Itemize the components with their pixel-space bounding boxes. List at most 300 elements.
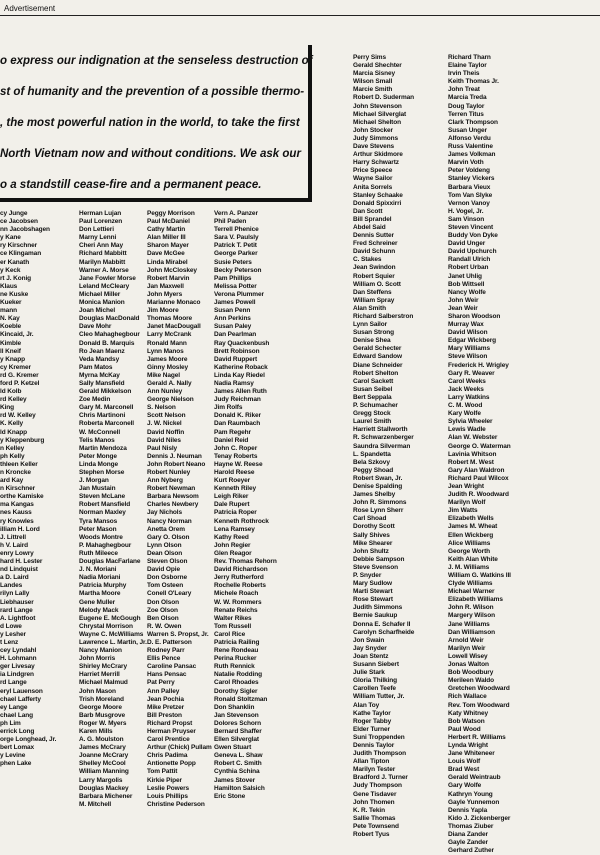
statement-border [0,45,312,202]
signer-name: David Niles [147,436,181,444]
signer-name: Brett Robinson [214,347,260,355]
signer-name: Alice Williams [448,539,491,547]
signer-name: Richard Mabbitt [79,250,127,258]
signer-name: Ann Palley [147,687,180,695]
signer-name: David Ruppert [214,355,258,363]
signer-name: Katherine Roback [214,363,268,371]
signer-name: N. Kay [0,315,20,323]
signer-name: Jim Watts [448,507,478,515]
signer-name: Nadia Moriani [79,574,121,582]
signer-name: C. M. Wood [448,402,483,410]
signer-name: Harriett Stallworth [353,426,408,434]
signer-name: Chris Padima [147,752,188,760]
signer-name: Bela Szkovy [353,458,390,466]
signer-name: P. Mahaghegbour [79,541,132,549]
signer-name: Edward Sandow [353,353,402,361]
signer-name: Fred Schreiner [353,240,398,248]
signer-name: ne Kuske [0,290,29,298]
signer-name: Larry Watkins [448,393,490,401]
signer-name: Carollen Teefe [353,685,396,693]
signer-name: Arthur (Chick) Pullam [147,744,212,752]
signer-name: Mary Williams [448,345,490,353]
signer-name: h V. Laird [0,541,29,549]
signer-name: Paul McDaniel [147,218,190,226]
signer-name: Gerald Shechter [353,62,402,70]
signer-name: Marcie Smith [353,86,393,94]
signer-name: Don Lettieri [79,226,114,234]
signer-name: errick Long [0,728,35,735]
signer-name: Bob Woodbury [448,669,494,677]
signer-name: D. E. Patterson [147,638,192,646]
signer-name: Dale Rupert [214,501,250,509]
signer-name: Elder Turner [353,725,390,733]
signer-name: Sam Vinson [448,215,485,223]
signer-name: Gayle Zander [448,839,488,847]
signer-name: Sally Shives [353,531,390,539]
signer-name: Donald B. Marquis [79,339,135,347]
signer-name: Patricia Roper [214,509,257,517]
signer-name: Glen Reagor [214,549,252,557]
signer-name: nn Jacobshagen [0,226,50,234]
signer-name: Monica Manion [79,299,125,307]
signer-name: William Tutter, Jr. [353,693,405,701]
signer-name: chael Lafferty [0,695,41,703]
signer-name: Robert M. West [448,458,494,466]
signer-name: er Kanath [0,258,30,266]
signer-name: Don Osborne [147,574,188,582]
signer-name: Jan Maxwell [147,282,184,290]
signer-name: Stanley Schaake [353,191,403,199]
signer-name: nd Lindquist [0,566,38,574]
signer-name: Melissa Potter [214,282,257,290]
signer-name: Judith Simmons [353,604,403,612]
signer-name: Steven Olson [147,558,188,566]
signer-name: Warren S. Propst, Jr. [147,630,209,638]
signer-name: mann [0,307,17,315]
signer-name: thleen Keller [0,460,38,468]
signer-name: Perina Rucker [214,655,257,663]
signer-name: Donald K. Riker [214,412,261,420]
signer-name: Gene Tisdaver [353,790,397,798]
signer-name: Marvin Voth [448,159,484,167]
statement-line: o express our indignation at the senseless destruction of [0,55,313,67]
signer-name: Susan Paley [214,323,252,331]
signer-name: Roberta Marconell [79,420,135,428]
signer-name: Richard Salberstron [353,313,414,320]
signer-name: Geneva L. Shaw [214,752,263,760]
signer-name: Harry Schwartz [353,159,399,167]
signer-name: David Unger [448,240,486,248]
signer-name: t Lenz [0,638,19,646]
signer-name: Chrystal Morrison [79,622,133,630]
signer-name: Douglas MacFarlane [79,558,141,566]
signer-name: Ellen Silverglat [214,736,260,744]
signer-name: James Powell [214,299,256,307]
signer-name: Ellis Pence [147,655,181,663]
signer-name: George Worth [448,547,491,555]
signer-name: R. Schwarzenberger [353,434,414,442]
signer-name: Dennis Yapla [448,806,488,814]
signer-name: Saundra Silverman [353,442,411,450]
signer-name: David Schunn [353,248,396,256]
signer-name: Kathryn Young [448,790,493,798]
signer-name: Michael Shelton [353,118,401,126]
signer-name: Herman Pruyser [147,728,196,735]
signer-name: Clark Thompson [448,118,498,126]
signer-name: Antionette Popp [147,760,196,768]
signer-name: Denise Shea [353,337,391,345]
signer-name: Marti Stewart [353,588,393,596]
signer-name: Jane Whiteneer [448,750,495,758]
signer-name: ry Kirschner [0,242,38,250]
signer-name: Tom Van Slyke [448,191,493,199]
signer-name: Keith Thomas Jr. [448,78,499,86]
signer-name: Tenay Roberts [214,452,258,460]
signer-name: Jean Pochia [147,695,184,703]
signer-name: ford P. Ketzel [0,379,40,387]
signer-name: Steven McLane [79,493,126,501]
signer-name: Keith Alan White [448,555,498,563]
signer-name: Dan Scott [353,207,383,215]
signer-name: Jerry Rutherford [214,574,264,582]
signer-name: Ray Quackenbush [214,339,270,347]
signer-name: Elizabeth Wells [448,515,494,523]
signer-name: Gerald A. Nally [147,379,192,387]
signer-name: Ann Perkins [214,315,251,323]
signer-name: Sally Mansfield [79,379,125,387]
signer-name: Nancy Norman [147,517,192,525]
signer-name: Lewis Wadle [448,426,486,434]
signer-name: ce Klingaman [0,250,42,258]
signer-name: Jim Rolfs [214,404,243,412]
signer-name: Jan Stevenson [214,711,259,719]
signer-name: Klaus [0,282,18,290]
signer-name: Louis Wolf [448,758,481,766]
signer-name: Lynn Sailor [353,321,388,329]
signer-name: ey Lange [0,703,28,711]
signer-name: Clyde Williams [448,580,493,588]
signer-name: Koeble [0,323,22,331]
signer-name: Jean Swindon [353,264,396,272]
signer-name: Lowell Wisey [448,652,488,660]
signer-name: orge Longhead, Jr. [0,736,57,744]
signer-name: Conell O'Leary [147,590,192,598]
signer-name: Julie Stark [353,669,385,677]
signer-name: Susan Unger [448,126,487,134]
signer-name: Donald Spixxirri [353,199,402,207]
signer-name: Caroline Pansac [147,663,197,671]
signer-name: Tom Pattit [147,768,178,776]
signer-name: Elizabeth Williams [448,596,503,604]
signer-name: Linda Kay Riedel [214,371,265,379]
signer-name: Edgar Wickberg [448,337,497,345]
signer-name: phen Lake [0,760,32,768]
signer-name: Pat Perry [147,679,175,687]
signer-name: Robert Squier [353,272,395,280]
signer-name: Marcia Sisney [353,70,396,78]
signer-name: Pam Phillips [214,274,252,282]
signer-name: R. W. Owen [147,622,182,630]
signer-name: J. W. Nickel [147,420,182,428]
signer-name: Gayle Yunnemon [448,798,500,806]
signer-name: ph Lim [0,719,21,727]
signer-name: y Kane [0,234,21,242]
signer-name: Rich Wallace [448,693,487,701]
signer-name: Jonas Walton [448,661,489,669]
signer-name: Wayne Sailor [353,175,393,183]
signer-name: orthe Kamiske [0,493,44,501]
signer-name: Phil Paden [214,218,247,226]
signer-name: Carol Weeks [448,377,486,385]
signer-name: Harold Reese [214,469,255,476]
signer-name: Merileen Waldo [448,677,495,685]
signer-name: Rene Rondeau [214,647,259,655]
signer-name: illiam H. Lord [0,525,40,533]
signer-name: Marilyn Mabbitt [79,258,126,266]
signer-name: Judith Thompson [353,750,407,758]
signer-name: Donna E. Schafer II [353,620,411,628]
signer-name: Michael Silverglat [353,110,407,118]
signer-name: Carol Rhoades [214,679,259,687]
signer-name: Dennis J. Neuman [147,452,202,460]
signer-name: Douglas Mackey [79,784,129,792]
signer-name: Barbara Newsom [147,493,199,501]
signer-name: Rochelle Roberts [214,582,266,590]
signer-name: K. Kelly [0,420,24,428]
signer-name: ger Livesay [0,663,35,671]
signer-name: Joan Michel [79,307,116,315]
signer-name: J. Littrell [0,533,26,541]
signer-name: Susann Siebert [353,661,399,669]
signer-name: Dave Mohr [79,323,112,331]
signer-name: John Robert Neano [147,460,206,468]
signer-name: y Lesher [0,630,26,638]
signer-name: Richard Paul Wilcox [448,474,509,482]
signer-name: Martha Moore [79,590,121,598]
signer-name: Ruth Mileece [79,549,118,557]
signer-name: hard H. Lester [0,558,43,566]
signer-name: J. M. Williams [448,563,490,571]
signer-name: Rev. Thomas Rehorn [214,558,277,566]
signer-name: Denise Spalding [353,482,403,490]
signer-name: Steve Svenson [353,563,398,571]
signer-name: Paul Nisly [147,444,178,452]
signer-name: George Nielson [147,396,194,404]
signer-name: King [0,404,15,412]
signer-name: Landes [0,582,23,590]
signer-name: Gwen Stuart [214,744,252,752]
signer-name: ard Kay [0,477,24,485]
signer-name: Jack Weeks [448,385,484,393]
signer-name: Rev. Tom Woodward [448,701,510,709]
signer-name: Gary R. Weaver [448,369,495,377]
signer-name: Melody Mack [79,606,119,614]
signer-name: Elaine Taylor [448,62,487,70]
signer-name: Carolyn Scharfheide [353,628,415,636]
signer-name: Doug Taylor [448,102,485,110]
signer-name: John R. Simmons [353,499,407,507]
signer-name: George O. Waterman [448,442,511,450]
signer-name: Zoe Medin [79,396,111,404]
signer-name: Rose Stewart [353,596,393,604]
statement-line: st of humanity and the prevention of a possible thermo- [0,86,305,98]
signer-name: William O. Scott [353,280,401,288]
signer-name: Lavinia Whitson [448,450,497,458]
signer-name: Peggy Shoad [353,466,394,474]
signer-name: Michael Miller [79,290,121,298]
signer-name: Lynn Manos [147,347,184,355]
signer-name: James Stover [214,776,256,784]
signer-name: Marcia Treda [448,94,487,102]
signer-name: ll Kneif [0,347,21,355]
signer-name: Gretchen Woodward [448,685,510,693]
signer-name: rd W. Kelley [0,412,36,420]
signer-name: Lynn Olson [147,541,182,549]
signer-name: Ruth Rennick [214,663,255,671]
signer-name: Patricia Railing [214,638,260,646]
signer-name: Barbara Vieux [448,183,491,191]
signer-name: John Stocker [353,126,393,134]
signer-name: chael Lang [0,711,33,719]
signer-name: Kathy Reed [214,533,249,541]
signer-name: Gerald Schecter [353,345,402,353]
signer-name: Joan Stentz [353,652,389,660]
signer-name: Janet Uhlig [448,272,482,280]
signer-name: Alan Miller III [147,234,186,242]
signer-name: Robert Urban [448,264,489,272]
signer-name: Sallie Thomas [353,814,396,822]
signer-name: n Kirschner [0,485,36,493]
name-column-5 [353,54,414,839]
signer-name: Verona Plummer [214,290,264,298]
signer-name: Kurt Roeyer [214,477,251,485]
signer-name: Steve Wilson [448,353,488,361]
signer-name: rd Lange [0,679,27,687]
signer-name: David Wilson [448,329,488,337]
signer-name: Norman Maxley [79,509,126,517]
signer-name: Lena Ramsey [214,525,255,533]
signer-name: Mike Shearer [353,539,393,547]
signer-name: Stephen Morse [79,469,125,476]
signer-name: Mary Sudlow [353,580,392,588]
signer-name: Tom Russell [214,622,252,630]
signer-name: Buddy Von Dyke [448,232,498,240]
signer-name: Sylvia Wheeler [448,418,493,426]
signer-name: Robert C. Smith [214,760,262,768]
signer-name: Murray Wax [448,321,484,329]
signer-name: Robert Nunley [147,469,191,476]
signer-name: Hamilton Salsich [214,784,265,792]
signer-name: Michele Roach [214,590,259,598]
signer-name: Vern A. Panzer [214,210,258,217]
signer-name: Paul Lorenzen [79,218,123,226]
signer-name: Jim Moore [147,307,179,315]
signer-name: Jane Williams [448,620,490,628]
signer-name: bert Lomax [0,744,35,752]
signer-name: y Knapp [0,355,25,363]
signer-name: Pam Matos [79,363,113,371]
signer-name: n Kroncke [0,469,31,476]
signer-name: Barb Musgrove [79,711,126,719]
signer-name: Kathe Taylor [353,709,391,717]
signer-name: Thomas Ziuber [448,822,494,830]
signer-name: Gregg Stock [353,410,391,418]
signer-name: Jay Nichols [147,509,183,517]
signer-name: James McCrary [79,744,126,752]
signer-name: John Shultz [353,547,389,555]
signer-name: ry Knowles [0,517,34,525]
signer-name: Bradford J. Turner [353,774,408,782]
signer-name: Susan Seibel [353,385,393,393]
signer-name: Judy Reichman [214,396,261,404]
signer-name: ld Knapp [0,428,28,436]
signer-name: Bill Sprandel [353,215,392,223]
signer-name: Dolores Schorn [214,719,261,727]
advertisement-label: Advertisement [4,4,56,13]
name-column-1 [79,210,147,809]
signer-name: nes Kauss [0,509,32,517]
signer-name: Warner A. Morse [79,266,129,274]
signer-name: William Manning [79,768,129,776]
signer-name: Herman Lujan [79,210,122,217]
signer-name: Peggy Morrison [147,210,195,217]
signer-name: M. Mitchell [79,800,112,808]
signer-name: Liebhauser [0,598,34,606]
signer-name: William Spray [353,296,395,304]
signer-name: rard Lange [0,606,33,614]
signer-name: Allan Tipton [353,758,390,766]
signer-name: ia Lindgren [0,671,34,679]
signer-name: Christine Pederson [147,800,205,808]
signer-name: Herbert R. Williams [448,733,506,741]
name-column-6 [448,54,511,855]
signer-name: Zoe Olson [147,606,178,614]
signer-name: Veda Mandsy [79,355,120,363]
signer-name: Linda Monge [79,460,118,468]
signer-name: Jane Fowler Morse [79,274,136,282]
signer-name: Rose Lynn Sherr [353,507,404,515]
signer-name: Kirkie Piper [147,776,182,784]
signer-name: Douglas MacDonald [79,315,140,323]
signer-name: Nancy Wolfe [448,288,486,296]
signer-name: Ro Jean Maenz [79,347,125,355]
signer-name: P. Schumacher [353,402,398,410]
signer-name: Tom Osteen [147,582,184,590]
signer-name: Stanley Vickers [448,175,495,183]
signer-name: Pete Townsend [353,822,399,830]
signer-name: Mike Nagel [147,371,180,379]
signer-name: Brad West [448,766,480,774]
signer-name: Ben Olson [147,614,179,622]
signer-name: Dan Pearlman [214,331,257,339]
signer-name: Scott Nelson [147,412,186,420]
signer-name: ld Kolb [0,388,22,396]
signer-name: rilyn Lally [0,590,30,598]
signer-name: ma Kangas [0,501,34,509]
signer-name: Rodney Parr [147,647,185,655]
signer-name: Trish Moreland [79,695,124,703]
signer-name: rt J. Konig [0,274,32,282]
signer-name: Leslie Powers [147,784,190,792]
signer-name: Robert Newman [147,485,196,493]
signer-name: Kenneth Riley [214,485,257,493]
signer-name: Dave McGee [147,250,185,258]
signer-name: Charles Newbery [147,501,199,509]
name-column-2 [147,210,212,809]
signer-name: Susie Peters [214,258,252,266]
signer-name: David Noffin [147,428,185,436]
signer-name: Becky Peterson [214,266,262,274]
